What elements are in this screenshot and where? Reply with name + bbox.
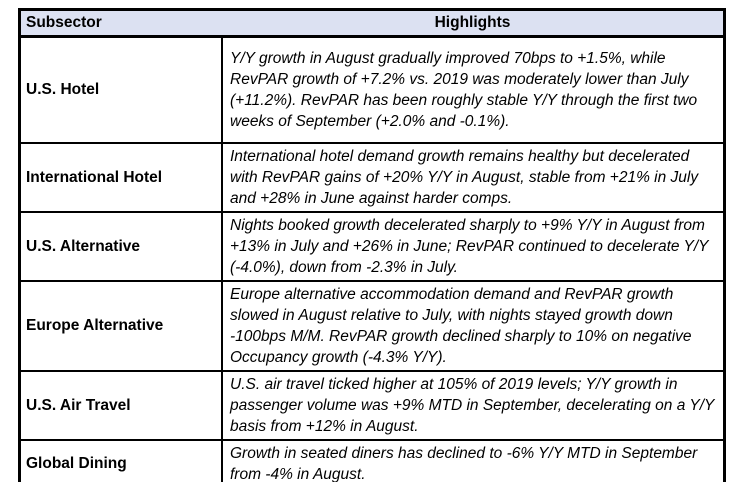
highlights-cell: Europe alternative accommodation demand and RevPAR growth slowed in August relative to July, with nights stayed growth down -100bps M/M. RevPAR growth declined sharply to 10% on negative Occupancy growth (-4.3% Y/Y).: [222, 281, 725, 371]
table-row-us-air-travel: [20, 371, 725, 440]
subsector-cell: U.S. Hotel: [20, 37, 223, 143]
highlights-cell: U.S. air travel ticked higher at 105% of 2019 levels; Y/Y growth in passenger volume was +9% MTD in September, decelerating on a Y/Y basis from +12% in August.: [222, 371, 725, 440]
header-row: [20, 10, 725, 37]
subsector-cell: Europe Alternative: [20, 281, 223, 371]
table-row-europe-alternative: [20, 281, 725, 371]
subsector-cell: International Hotel: [20, 143, 223, 212]
table-row-global-dining: [20, 440, 725, 482]
column-header-subsector: Subsector: [20, 10, 223, 37]
subsector-cell: U.S. Alternative: [20, 212, 223, 281]
highlights-cell: Growth in seated diners has declined to -6% Y/Y MTD in September from -4% in August.: [222, 440, 725, 482]
column-header-highlights: Highlights: [222, 10, 725, 37]
highlights-cell: International hotel demand growth remains healthy but decelerated with RevPAR gains of +20% Y/Y in August, stable from +21% in July and +28% in June against harder comps.: [222, 143, 725, 212]
table-body: [20, 37, 725, 482]
table-row-international-hotel: [20, 143, 725, 212]
highlights-cell: Y/Y growth in August gradually improved 70bps to +1.5%, while RevPAR growth of +7.2% vs. 2019 was moderately lower than July (+11.2%). RevPAR has been roughly stable Y/Y through the first two weeks of September (+2.0% and -0.1%).: [222, 37, 725, 143]
table-header: [20, 10, 725, 37]
table-row-us-alternative: [20, 212, 725, 281]
subsector-cell: U.S. Air Travel: [20, 371, 223, 440]
subsector-highlights-table: [18, 8, 726, 482]
subsector-cell: Global Dining: [20, 440, 223, 482]
highlights-cell: Nights booked growth decelerated sharply to +9% Y/Y in August from +13% in July and +26% in June; RevPAR continued to decelerate Y/Y (-4.0%), down from -2.3% in July.: [222, 212, 725, 281]
table-row-us-hotel: [20, 37, 725, 143]
